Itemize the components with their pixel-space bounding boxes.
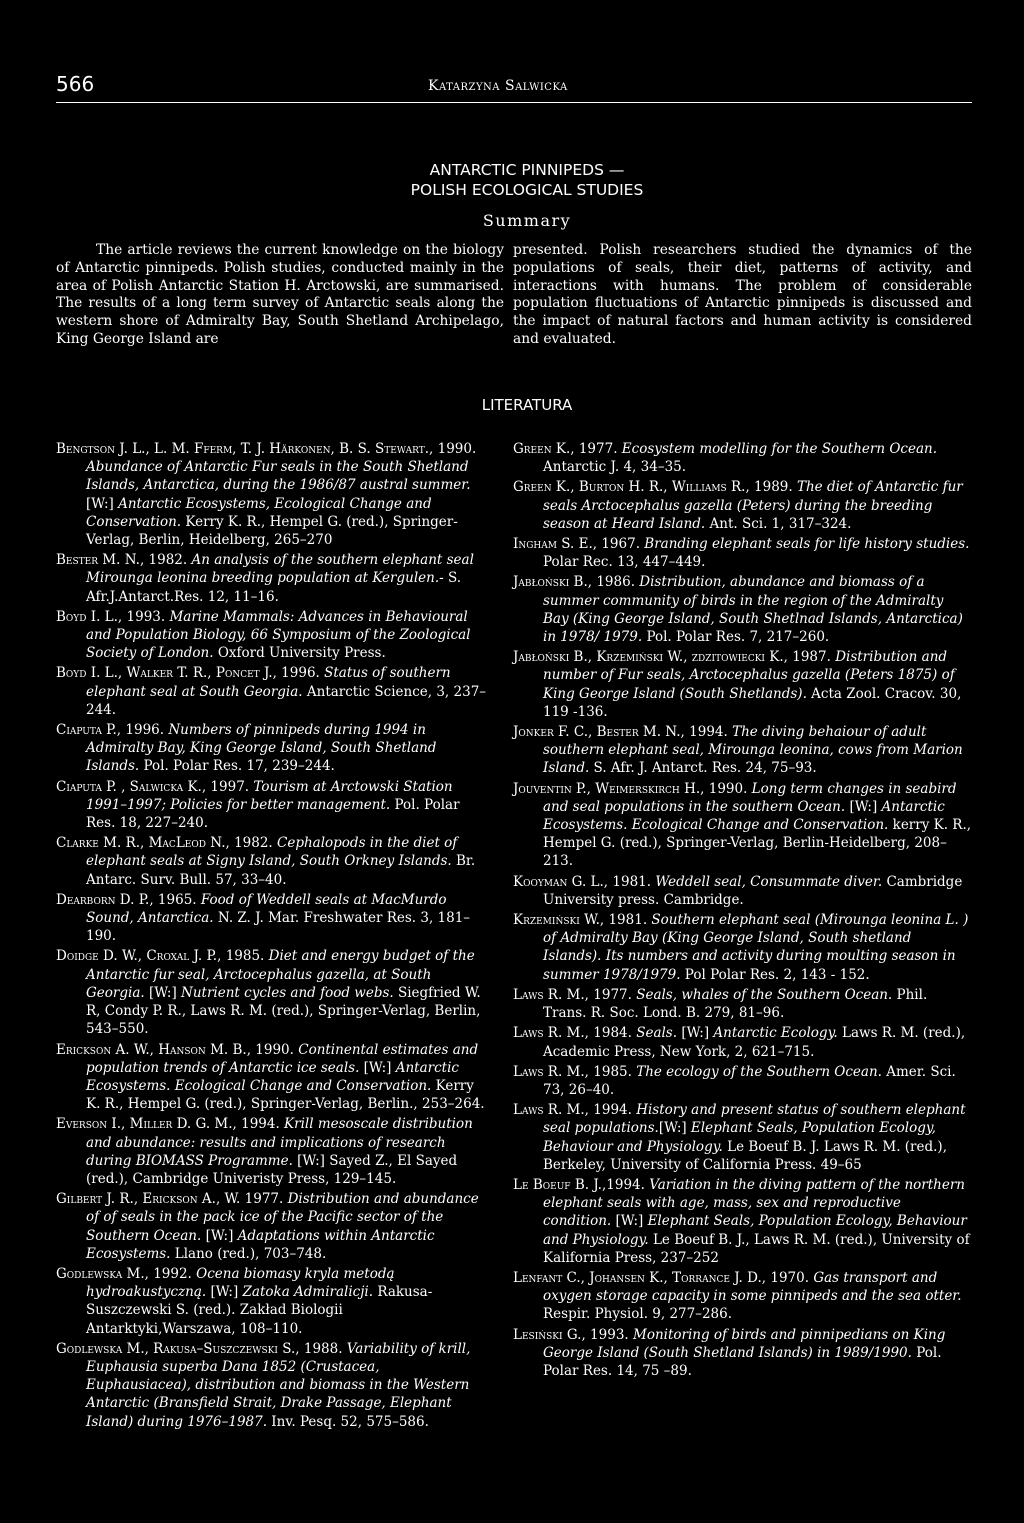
reference-year: 1965. bbox=[153, 891, 201, 908]
reference-title: Variation in the diving pattern of the northern elephant seals with age, mass, sex and reproductive condition. bbox=[543, 1176, 966, 1230]
reference-year: 1989. bbox=[749, 479, 797, 496]
reference-year: 1990. bbox=[704, 780, 752, 797]
reference-title: History and present status of southern elephant seal populations. bbox=[543, 1102, 966, 1137]
reference-authors: Boyd I. L., bbox=[56, 608, 123, 625]
reference-connector: [W:] bbox=[206, 1284, 243, 1301]
reference-details: Pol. Polar Res. 17, 239–244. bbox=[139, 758, 335, 775]
reference-entry bbox=[513, 1176, 973, 1267]
running-head: Katarzyna Salwicka bbox=[428, 78, 568, 94]
reference-year: 1985. bbox=[588, 1063, 637, 1080]
page-number: 566 bbox=[56, 72, 95, 96]
reference-source-title: Antarctic Ecosystems, Ecological Change and Conservation. bbox=[86, 495, 432, 530]
reference-details: Acta Zool. Cracov. 30, 119 -136. bbox=[543, 685, 962, 720]
reference-title: The diet of Antarctic fur seals Arctocephalus gazella (Peters) during the breeding season at Heard Island. bbox=[543, 479, 963, 532]
reference-year: 1986. bbox=[592, 574, 640, 591]
reference-details: Cambridge University press. Cambridge. bbox=[543, 873, 963, 908]
reference-title: Ecosystem modelling for the Southern Ocean. bbox=[621, 441, 937, 457]
literature-heading: LITERATURA bbox=[481, 396, 573, 414]
reference-title: Variability of krill, Euphausia superba Dana 1852 (Crustacea, Euphausiacea), distribution and biomass in the Western Antarctic (Bransfield Strait, Drake Passage, Elephant Island) during 1976–1987. bbox=[86, 1340, 471, 1430]
reference-title: The diving behaiour of adult southern elephant seal, Mirounga leonina, cows from Marion Island. bbox=[543, 724, 963, 777]
summary-column-right: presented. Polish researchers studied the dynamics of the populations of seals, their diet, patterns of activity, and interactions with humans. The problem of considerable population fluctuations of Antarctic pinnipeds is discussed and the impact of natural factors and human activity is considered and evaluated. bbox=[513, 242, 972, 347]
reference-authors: Jabłoński B., Krzemiński W., zdzitowiecki K., bbox=[513, 649, 788, 666]
reference-entry bbox=[56, 891, 488, 946]
reference-details: Antarctic J. 4, 34–35. bbox=[543, 459, 687, 476]
reference-title: Abundance of Antarctic Fur seals in the South Shetland Islands, Antarctica, during the 1986/87 austral summer. bbox=[86, 459, 471, 494]
reference-entry bbox=[513, 1269, 973, 1324]
reference-connector: [W:] bbox=[611, 1213, 648, 1230]
reference-year: 1990. bbox=[433, 441, 477, 457]
reference-title: Long term changes in seabird and seal populations in the southern Ocean. bbox=[543, 780, 957, 815]
reference-year: 1977. bbox=[240, 1191, 288, 1208]
reference-entry bbox=[513, 478, 973, 533]
reference-source-title: Antarctic Ecosystems. Ecological Change and Conservation. bbox=[86, 1059, 459, 1094]
reference-authors: Green K., bbox=[513, 441, 575, 457]
reference-year: 1984. bbox=[588, 1025, 637, 1042]
summary-heading: Summary bbox=[482, 211, 572, 230]
reference-year: 1994. bbox=[684, 724, 733, 741]
summary-column-left: The article reviews the current knowledge on the biology of Antarctic pinnipeds. Polish studies, conducted mainly in the area of Polish Antarctic Station H. Arctowski, are summarised. The results of a long term survey of Antarctic seals along the western shore of Admiralty Bay, South Shetland Archipelago, King George Island are bbox=[56, 242, 504, 347]
reference-details: Le Boeuf B. J., Laws R. M. (red.), University of Kalifornia Press, 237–252 bbox=[543, 1231, 970, 1266]
reference-entry bbox=[513, 1024, 973, 1060]
reference-authors: Laws R. M., bbox=[513, 986, 589, 1003]
reference-authors: Laws R. M., bbox=[513, 1063, 589, 1080]
reference-authors: Green K., Burton H. R., Williams R., bbox=[513, 479, 750, 496]
reference-year: 1982. bbox=[144, 552, 192, 569]
reference-entry bbox=[513, 1101, 973, 1174]
reference-authors: Le Boeuf B. J., bbox=[513, 1176, 607, 1193]
reference-title: Gas transport and oxygen storage capacity in some pinnipeds and the sea otter. bbox=[543, 1269, 962, 1305]
reference-connector: [W:] bbox=[144, 984, 182, 1001]
reference-details: Inv. Pesq. 52, 575–586. bbox=[267, 1413, 429, 1430]
reference-source-title: Antarctic Ecology. bbox=[713, 1025, 838, 1042]
reference-details: Kerry K. R., Hempel G. (red.), Springer-Verlag, Berlin, Heidelberg, 265–270 bbox=[86, 513, 458, 549]
reference-year: 1981. bbox=[608, 873, 656, 890]
reference-year: 1985. bbox=[221, 948, 269, 965]
article-title bbox=[0, 160, 1024, 200]
reference-entry bbox=[513, 573, 973, 646]
reference-year: 1992. bbox=[148, 1265, 197, 1282]
reference-authors: Boyd I. L., Walker T. R., Poncet J., bbox=[56, 665, 277, 682]
reference-year: 1994. bbox=[236, 1116, 285, 1133]
reference-details: Polar Rec. 13, 447–449. bbox=[543, 554, 706, 571]
reference-authors: Doidge D. W., Croxal J. P., bbox=[56, 948, 222, 965]
reference-year: 1996. bbox=[121, 722, 169, 739]
reference-title: The ecology of the Southern Ocean. bbox=[636, 1063, 882, 1080]
reference-authors: Everson I., Miller D. G. M., bbox=[56, 1116, 237, 1133]
reference-authors: Godlewska M., Rakusa–Suszczewski S., bbox=[56, 1340, 300, 1357]
reference-details: Laws R. M. (red.), Academic Press, New York, 2, 621–715. bbox=[543, 1025, 966, 1060]
reference-authors: Ciaputa P., bbox=[56, 722, 122, 739]
reference-title: Cephalopods in the diet of elephant seals at Signy Island, South Orkney Islands. bbox=[86, 835, 458, 870]
reference-year: 1977. bbox=[574, 441, 622, 457]
reference-details: Pol. Polar Res. 18, 227–240. bbox=[86, 796, 460, 832]
reference-title: An analysis of the southern elephant seal Mirounga leonina breeding population at Kergulen.- bbox=[86, 552, 474, 587]
reference-title: Branding elephant seals for life history studies. bbox=[644, 536, 970, 553]
reference-year: 1982. bbox=[229, 835, 278, 852]
reference-authors: Bengtson J. L., L. M. Fferm, T. J. Härkonen, B. S. Stewart., bbox=[56, 441, 434, 457]
reference-year: 1993. bbox=[585, 1326, 633, 1343]
reference-details: N. Z. J. Mar. Freshwater Res. 3, 181–190. bbox=[86, 910, 471, 945]
reference-entry bbox=[56, 721, 488, 776]
reference-year: 1993. bbox=[122, 608, 170, 625]
reference-year: 1996. bbox=[276, 665, 325, 682]
reference-details: Llano (red.), 703–748. bbox=[170, 1245, 327, 1262]
reference-details: Ant. Sci. 1, 317–324. bbox=[705, 515, 852, 532]
reference-authors: Ciaputa P. , Salwicka K., bbox=[56, 778, 207, 795]
reference-entry bbox=[513, 911, 973, 984]
reference-authors: Laws R. M., bbox=[513, 1102, 589, 1119]
reference-details: Rakusa-Suszczewski S. (red.). Zakład Biologii Antarktyki,Warszawa, 108–110. bbox=[86, 1284, 433, 1337]
reference-entry bbox=[56, 608, 488, 663]
reference-title: Seals, whales of the Southern Ocean. bbox=[636, 986, 893, 1003]
reference-connector: [W:] bbox=[201, 1227, 238, 1244]
reference-title: Marine Mammals: Advances in Behavioural and Population Biology, 66 Symposium of the Zoological Society of London. bbox=[86, 608, 471, 662]
reference-entry bbox=[56, 778, 488, 833]
reference-authors: Lenfant C., Johansen K., Torrance J. D., bbox=[513, 1269, 767, 1286]
reference-entry bbox=[56, 947, 488, 1038]
reference-title: Food of Weddell seals at MacMurdo Sound, Antarctica. bbox=[86, 891, 447, 927]
reference-details: kerry K. R., Hempel G. (red.), Springer-Verlag, Berlin-Heidelberg, 208–213. bbox=[543, 817, 972, 870]
reference-authors: Clarke M. R., MacLeod N., bbox=[56, 835, 230, 852]
reference-connector: [W:] bbox=[86, 495, 119, 512]
reference-title: Diet and energy budget of the Antarctic fur seal, Arctocephalus gazella, at South Georgia. bbox=[86, 948, 475, 1001]
reference-title: Monitoring of birds and pinnipedians on King George Island (South Shetland Islands) in 1989/1990. bbox=[543, 1326, 946, 1361]
reference-title: Status of southern elephant seal at South Georgia. bbox=[86, 665, 451, 700]
reference-year: 1970. bbox=[766, 1269, 814, 1286]
reference-year: 1994. bbox=[606, 1176, 650, 1193]
references-right-column bbox=[513, 440, 973, 1382]
reference-year: 1977. bbox=[588, 986, 637, 1003]
reference-entry bbox=[56, 1041, 488, 1114]
reference-authors: Krzemiński W., bbox=[513, 912, 605, 929]
reference-details: Le Boeuf B. J. Laws R. M. (red.), Berkeley, University of California Press. 49–65 bbox=[543, 1138, 947, 1173]
reference-details: Oxford University Press. bbox=[213, 645, 386, 662]
reference-details: Pol. Polar Res. 7, 217–260. bbox=[642, 629, 830, 646]
reference-authors: Bester M. N., bbox=[56, 552, 145, 569]
reference-connector: [W:] bbox=[292, 1152, 330, 1169]
reference-entry bbox=[513, 1326, 973, 1381]
reference-entry bbox=[56, 664, 488, 719]
reference-year: 1990. bbox=[251, 1041, 299, 1058]
reference-entry bbox=[513, 780, 973, 871]
reference-entry bbox=[513, 440, 973, 476]
reference-entry bbox=[513, 535, 973, 571]
reference-title: Southern elephant seal (Mirounga leonina L. ) of Admiralty Bay (King George Island, South shetland Islands). Its numbers and activity during moulting season in summer 1978/1979. bbox=[543, 912, 969, 983]
reference-title: Weddell seal, Consummate diver. bbox=[655, 873, 883, 890]
reference-authors: Erickson A. W., Hanson M. B., bbox=[56, 1041, 251, 1058]
reference-entry bbox=[56, 834, 488, 889]
title-line-2: POLISH ECOLOGICAL STUDIES bbox=[410, 181, 644, 199]
reference-entry bbox=[56, 551, 488, 606]
page-header bbox=[56, 72, 972, 103]
reference-title: Distribution and number of Fur seals, Arctocephalus gazella (Peters 1875) of King George Island (South Shetlands). bbox=[543, 649, 955, 702]
reference-details: Amer. Sci. 73, 26–40. bbox=[543, 1063, 956, 1098]
reference-details: Phil. Trans. R. Soc. Lond. B. 279, 81–96. bbox=[543, 986, 928, 1022]
reference-authors: Jabłoński B., bbox=[513, 574, 593, 591]
reference-details: Respir. Physiol. 9, 277–286. bbox=[543, 1306, 733, 1323]
reference-authors: Lesiński G., bbox=[513, 1326, 586, 1343]
reference-entry bbox=[513, 648, 973, 721]
reference-connector: [W:] bbox=[845, 798, 882, 815]
reference-entry bbox=[513, 723, 973, 778]
reference-title: Distribution and abundance of of seals in the pack ice of the Pacific sector of the Southern Ocean. bbox=[86, 1191, 479, 1244]
reference-details: Pol Polar Res. 2, 143 - 152. bbox=[680, 966, 870, 983]
reference-entry bbox=[513, 1063, 973, 1099]
reference-details: S. Afr. J. Antarct. Res. 24, 75–93. bbox=[589, 760, 817, 777]
reference-connector: [W:] bbox=[677, 1025, 714, 1042]
reference-details: Br. Antarc. Surv. Bull. 57, 33–40. bbox=[86, 853, 476, 888]
reference-entry bbox=[56, 1265, 488, 1338]
reference-source-title: Zatoka Admiralicji. bbox=[242, 1284, 374, 1301]
reference-authors: Godlewska M., bbox=[56, 1265, 149, 1282]
title-line-1: ANTARCTIC PINNIPEDS — bbox=[429, 161, 625, 179]
reference-authors: Jouventin P., Weimerskirch H., bbox=[513, 780, 705, 797]
reference-details: Siegfried W. R, Condy P. R., Laws R. M. (red.), Springer-Verlag, Berlin, 543–550. bbox=[86, 984, 481, 1038]
reference-entry bbox=[56, 1190, 488, 1263]
reference-details: Kerry K. R., Hempel G. (red.), Springer-Verlag, Berlin., 253–264. bbox=[86, 1077, 485, 1113]
reference-authors: Gilbert J. R., Erickson A., W. bbox=[56, 1191, 241, 1208]
reference-authors: Kooyman G. L., bbox=[513, 873, 609, 890]
reference-details: Pol. Polar Res. 14, 75 –89. bbox=[543, 1344, 942, 1379]
reference-connector: [W:] bbox=[359, 1059, 396, 1076]
reference-authors: Dearborn D. P., bbox=[56, 891, 154, 908]
reference-authors: Laws R. M., bbox=[513, 1025, 589, 1042]
reference-entry bbox=[513, 986, 973, 1022]
reference-title: Numbers of pinnipeds during 1994 in Admiralty Bay, King George Island, South Shetland Islands. bbox=[86, 722, 437, 775]
reference-details: Antarctic Science, 3, 237–244. bbox=[86, 683, 487, 718]
reference-year: 1994. bbox=[588, 1102, 637, 1119]
reference-authors: Jonker F. C., Bester M. N., bbox=[513, 724, 685, 741]
reference-year: 1987. bbox=[787, 649, 836, 666]
reference-title: Tourism at Arctowski Station 1991–1997; Policies for better management. bbox=[86, 778, 453, 813]
reference-title: Ocena biomasy kryla metodą hydroakustyczną. bbox=[86, 1265, 395, 1301]
reference-title: Seals. bbox=[636, 1025, 678, 1042]
reference-details: S. Afr.J.Antarct.Res. 12, 11–16. bbox=[86, 570, 462, 605]
reference-source-title: Adaptations within Antarctic Ecosystems. bbox=[86, 1227, 435, 1262]
reference-title: Continental estimates and population trends of Antarctic ice seals. bbox=[86, 1041, 479, 1076]
reference-year: 1997. bbox=[206, 778, 254, 795]
reference-connector: [W:] bbox=[658, 1120, 691, 1137]
reference-source-title: Elephant Seals, Population Ecology, Behaviour and Physiology. bbox=[543, 1120, 936, 1155]
reference-entry bbox=[513, 873, 973, 909]
reference-title: Krill mesoscale distribution and abundance: results and implications of research during BIOMASS Programme. bbox=[86, 1116, 473, 1169]
reference-year: 1967. bbox=[597, 536, 645, 553]
reference-authors: Ingham S. E., bbox=[513, 536, 598, 553]
references-left-column bbox=[56, 440, 488, 1433]
reference-source-title: Antarctic Ecosystems. Ecological Change and Conservation. bbox=[543, 798, 945, 834]
reference-year: 1981. bbox=[604, 912, 652, 929]
reference-entry bbox=[56, 1115, 488, 1188]
reference-entry bbox=[56, 1340, 488, 1431]
reference-source-title: Nutrient cycles and food webs. bbox=[181, 984, 394, 1001]
reference-year: 1988. bbox=[299, 1340, 347, 1357]
reference-title: Distribution, abundance and biomass of a summer community of birds in the region of the Admiralty Bay (King George Island, South Shetlnad Islands, Antarctica) in 1978/ 1979. bbox=[543, 574, 963, 646]
reference-source-title: Elephant Seals, Population Ecology, Behaviour and Physiology. bbox=[543, 1213, 967, 1248]
reference-details: Sayed Z., El Sayed (red.), Cambridge Univeristy Press, 129–145. bbox=[86, 1152, 458, 1187]
reference-entry bbox=[56, 440, 488, 549]
